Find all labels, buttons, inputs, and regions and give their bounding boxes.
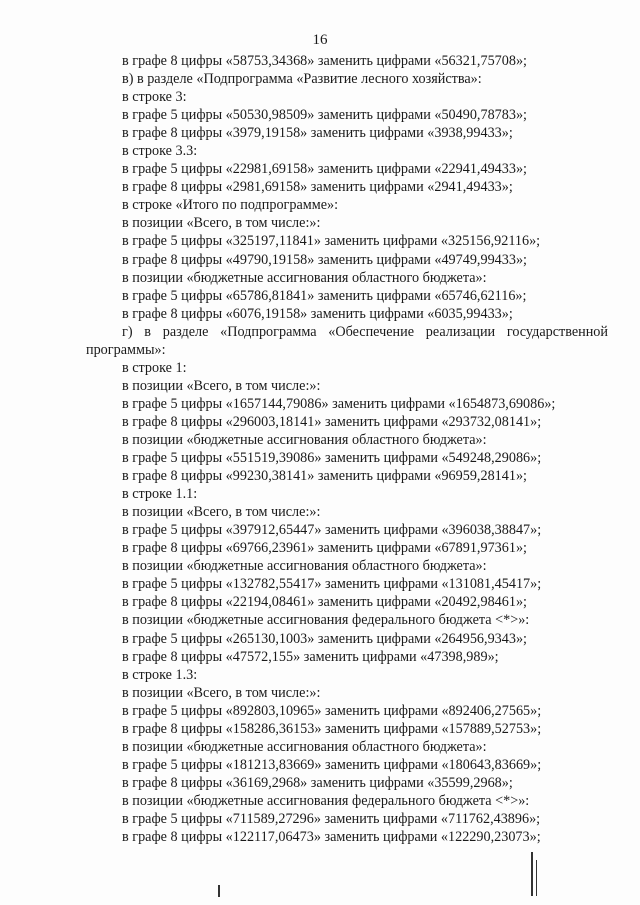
text-line: в графе 5 цифры «50530,98509» заменить цифрами «50490,78783»;: [122, 107, 527, 124]
text-line: в графе 5 цифры «892803,10965» заменить цифрами «892406,27565»;: [122, 702, 542, 719]
scan-artifact: [531, 852, 533, 896]
text-line: в графе 8 цифры «158286,36153» заменить цифрами «157889,52753»;: [122, 720, 542, 737]
text-line: в строке 1:: [122, 359, 187, 376]
text-line: в графе 5 цифры «325197,11841» заменить цифрами «325156,92116»;: [122, 233, 541, 250]
text-line: в графе 5 цифры «132782,55417» заменить цифрами «131081,45417»;: [122, 576, 542, 593]
text-line: в позиции «бюджетные ассигнования областного бюджета»:: [122, 558, 487, 575]
text-line: в графе 8 цифры «49790,19158» заменить цифрами «49749,99433»;: [122, 251, 527, 268]
text-line: в графе 8 цифры «58753,34368» заменить цифрами «56321,75708»;: [122, 53, 527, 69]
text-line: в графе 5 цифры «1657144,79086» заменить цифрами «1654873,69086»;: [122, 395, 556, 412]
document-body: [86, 52, 608, 846]
text-line: в графе 5 цифры «181213,83669» заменить цифрами «180643,83669»;: [122, 756, 542, 773]
text-line: в графе 5 цифры «265130,1003» заменить цифрами «264956,9343»;: [122, 630, 527, 647]
text-line: в позиции «бюджетные ассигнования областного бюджета»:: [122, 738, 487, 755]
text-line: в графе 5 цифры «22981,69158» заменить цифрами «22941,49433»;: [122, 161, 527, 178]
text-line: в графе 5 цифры «711589,27296» заменить цифрами «711762,43896»;: [122, 810, 541, 827]
text-line: в графе 8 цифры «99230,38141» заменить цифрами «96959,28141»;: [122, 468, 527, 485]
text-line: в позиции «Всего, в том числе:»:: [122, 684, 321, 701]
text-line: г) в разделе «Подпрограмма «Обеспечение реализации государственной: [122, 323, 608, 340]
text-line: в графе 8 цифры «69766,23961» заменить цифрами «67891,97361»;: [122, 540, 527, 557]
text-line: в графе 8 цифры «22194,08461» заменить цифрами «20492,98461»;: [122, 594, 527, 611]
text-line: в) в разделе «Подпрограмма «Развитие лесного хозяйства»:: [122, 71, 482, 88]
text-line: в позиции «бюджетные ассигнования федерального бюджета <*>»:: [122, 792, 530, 809]
text-line: в графе 8 цифры «3979,19158» заменить цифрами «3938,99433»;: [122, 125, 513, 142]
page-number: 16: [312, 32, 328, 48]
text-line: в графе 8 цифры «6076,19158» заменить цифрами «6035,99433»;: [122, 305, 513, 322]
text-line: в позиции «бюджетные ассигнования областного бюджета»:: [122, 269, 487, 286]
text-line: в графе 8 цифры «296003,18141» заменить цифрами «293732,08141»;: [122, 413, 542, 430]
scan-artifact: [536, 860, 537, 896]
text-line: в строке 1.3:: [122, 666, 198, 683]
text-line: в строке 1.1:: [122, 486, 198, 503]
text-line: в позиции «Всего, в том числе:»:: [122, 377, 321, 394]
text-line: в графе 5 цифры «397912,65447» заменить цифрами «396038,38847»;: [122, 522, 542, 539]
text-line: в графе 8 цифры «47572,155» заменить цифрами «47398,989»;: [122, 648, 499, 665]
text-line: в позиции «Всего, в том числе:»:: [122, 504, 321, 521]
text-line: в строке 3.3:: [122, 143, 198, 160]
text-line: в позиции «бюджетные ассигнования федерального бюджета <*>»:: [122, 612, 530, 629]
text-line: в графе 8 цифры «122117,06473» заменить цифрами «122290,23073»;: [122, 829, 541, 846]
text-line: в графе 8 цифры «2981,69158» заменить цифрами «2941,49433»;: [122, 179, 513, 196]
text-line: в графе 8 цифры «36169,2968» заменить цифрами «35599,2968»;: [122, 774, 513, 791]
text-line: программы»:: [86, 341, 166, 358]
scan-artifact: [218, 885, 220, 897]
text-line: в графе 5 цифры «65786,81841» заменить цифрами «65746,62116»;: [122, 287, 527, 304]
text-line: в строке «Итого по подпрограмме»:: [122, 197, 339, 214]
text-line: в позиции «бюджетные ассигнования областного бюджета»:: [122, 431, 487, 448]
text-line: в графе 5 цифры «551519,39086» заменить цифрами «549248,29086»;: [122, 450, 542, 467]
text-line: в позиции «Всего, в том числе:»:: [122, 215, 321, 232]
text-line: в строке 3:: [122, 89, 187, 106]
